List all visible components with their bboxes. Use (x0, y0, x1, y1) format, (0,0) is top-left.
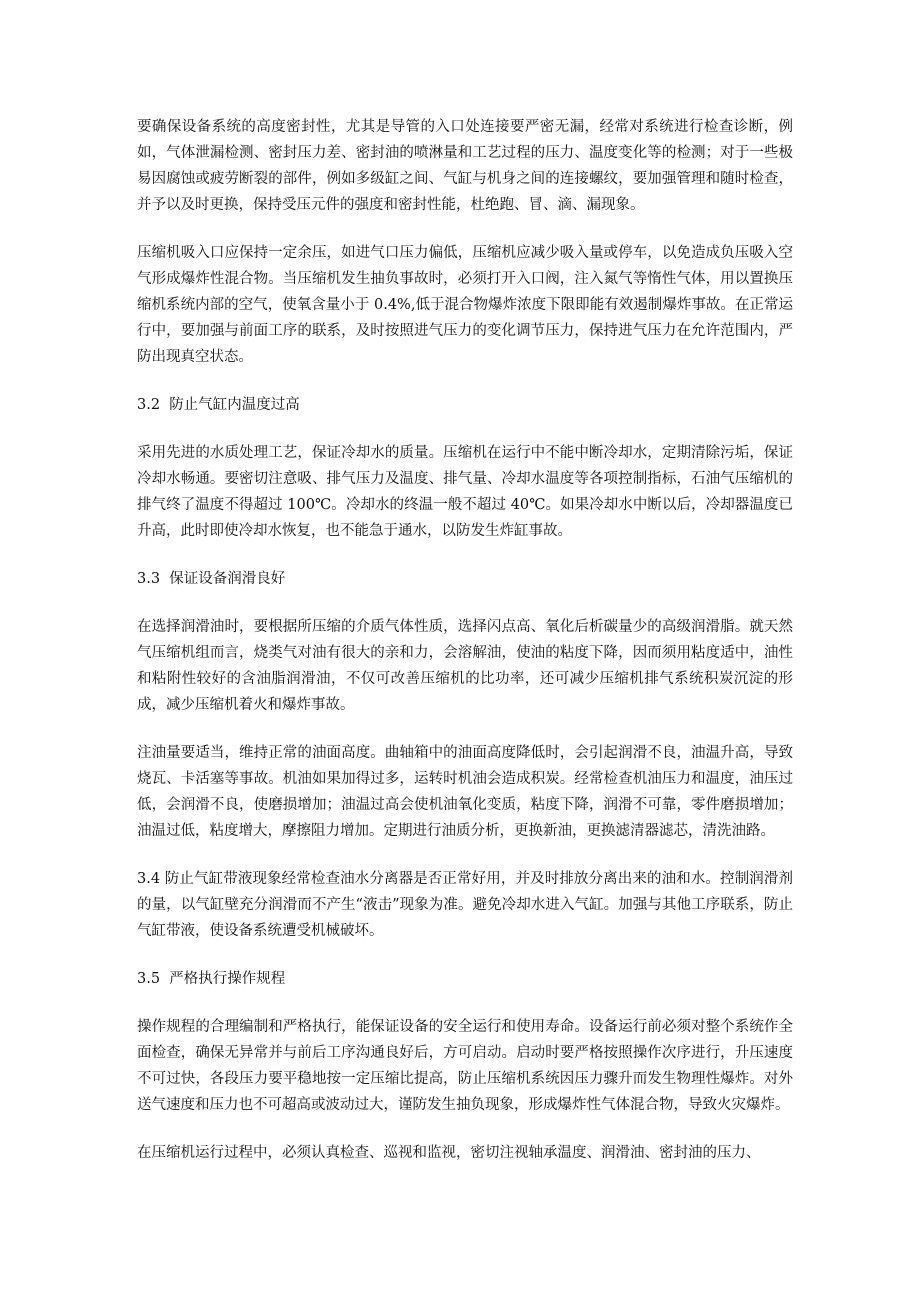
document-body (137, 114, 793, 1166)
paragraph-spacer (137, 370, 793, 392)
paragraph-spacer (137, 944, 793, 966)
paragraph-spacer (137, 592, 793, 614)
paragraph-intake-pressure: 压缩机吸入口应保持一定余压，如进气口压力偏低，压缩机应减少吸入量或停车，以免造成负压吸入空气形成爆炸性混合物。当压缩机发生抽负事故时，必须打开入口阀，注入氮气等惰性气体，用以置换压缩机系统内部的空气，使氧含量小于 0.4%,低于混合物爆炸浓度下限即能有效遏制爆炸事故。在正常运行中，要加强与前面工序的联系，及时按照进气压力的变化调节压力，保持进气压力在允许范围内，严防出现真空状态。 (137, 245, 793, 365)
paragraph-spacer (137, 418, 793, 440)
paragraph-cooling-water: 采用先进的水质处理工艺，保证冷却水的质量。压缩机在运行中不能中断冷却水，定期清除污垢，保证冷却水畅通。要密切注意吸、排气压力及温度、排气量、冷却水温度等各项控制指标，石油气压缩机的排气终了温度不得超过 100℃。冷却水的终温一般不超过 40℃。如果冷却水中断以后，冷却器温度已升高，此时即使冷却水恢复，也不能急于通水，以防发生炸缸事故。 (137, 445, 793, 539)
paragraph-spacer (137, 544, 793, 566)
section-heading-3-5: 3.5 严格执行操作规程 (137, 971, 286, 987)
paragraph-spacer (137, 218, 793, 240)
paragraph-runtime-inspection: 在压缩机运行过程中，必须认真检查、巡视和监视，密切注视轴承温度、润滑油、密封油的压力、 (137, 1145, 761, 1161)
paragraph-spacer (137, 718, 793, 740)
section-heading-3-2: 3.2 防止气缸内温度过高 (137, 397, 300, 413)
paragraph-spacer (137, 1118, 793, 1140)
section-heading-3-3: 3.3 保证设备润滑良好 (137, 571, 286, 587)
paragraph-oil-level: 注油量要适当，维持正常的油面高度。曲轴箱中的油面高度降低时，会引起润滑不良，油温升高，导致烧瓦、卡活塞等事故。机油如果加得过多，运转时机油会造成积炭。经常检查机油压力和温度，油压过低，会润滑不良，使磨损增加；油温过高会使机油氧化变质，粘度下降，润滑不可靠，零件磨损增加；油温过低，粘度增大，摩擦阻力增加。定期进行油质分析，更换新油，更换滤清器滤芯，清洗油路。 (137, 745, 793, 839)
paragraph-lubricant-selection: 在选择润滑油时，要根据所压缩的介质气体性质，选择闪点高、氧化后析碳量少的高级润滑脂。就天然气压缩机组而言，烧类气对油有很大的亲和力，会溶解油，使油的粘度下降，因而须用粘度适中，油性和粘附性较好的含油脂润滑油，不仅可改善压缩机的比功率，还可减少压缩机排气系统积炭沉淀的形成，减少压缩机着火和爆炸事故。 (137, 619, 793, 713)
paragraph-operating-procedures: 操作规程的合理编制和严格执行，能保证设备的安全运行和使用寿命。设备运行前必须对整个系统作全面检查，确保无异常并与前后工序沟通良好后，方可启动。启动时要严格按照操作次序进行，升压速度不可过快，各段压力要平稳地按一定压缩比提高，防止压缩机系统因压力骤升而发生物理性爆炸。对外送气速度和压力也不可超高或波动过大，谨防发生抽负现象，形成爆炸性气体混合物，导致火灾爆炸。 (137, 1019, 793, 1113)
paragraph-3-4-liquid-carryover: 3.4 防止气缸带液现象经常检查油水分离器是否正常好用，并及时排放分离出来的油和水。控制润滑剂的量，以气缸壁充分润滑而不产生“液击”现象为准。避免冷却水进入气缸。加强与其他工序联系，防止气缸带液，使设备系统遭受机械破坏。 (137, 871, 793, 939)
paragraph-spacer (137, 992, 793, 1014)
paragraph-sealing: 要确保设备系统的高度密封性，尤其是导管的入口处连接要严密无漏，经常对系统进行检查诊断，例如，气体泄漏检测、密封压力差、密封油的喷淋量和工艺过程的压力、温度变化等的检测；对于一些极易因腐蚀或疲劳断裂的部件，例如多级缸之间、气缸与机身之间的连接螺纹，要加强管理和随时检查，并予以及时更换，保持受压元件的强度和密封性能，杜绝跑、冒、滴、漏现象。 (137, 119, 793, 213)
paragraph-spacer (137, 844, 793, 866)
